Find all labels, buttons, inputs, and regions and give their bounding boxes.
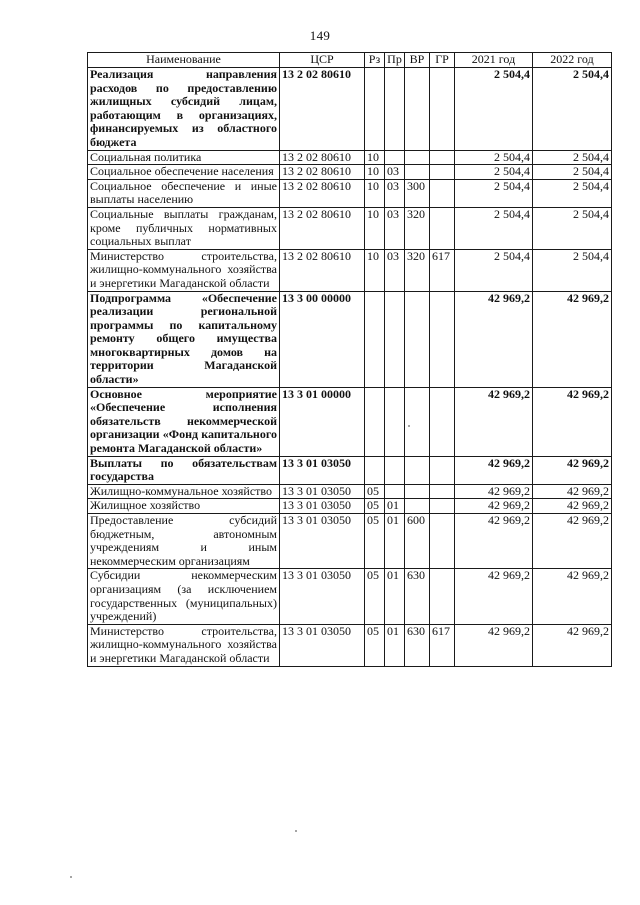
table-row	[88, 68, 612, 151]
cell-gr	[430, 499, 455, 514]
cell-name: Предоставление субсидий бюджетным, автономным учреждениям и иным некоммерческим организациям	[88, 514, 280, 569]
cell-name: Социальное обеспечение населения	[88, 165, 280, 180]
header-name: Наименование	[88, 53, 280, 68]
cell-rz: 10	[365, 179, 385, 207]
cell-y2021: 2 504,4	[455, 68, 533, 151]
cell-rz: 10	[365, 207, 385, 249]
cell-csr: 13 3 01 03050	[280, 624, 365, 666]
cell-csr: 13 2 02 80610	[280, 179, 365, 207]
page-number: 149	[309, 28, 331, 43]
cell-gr	[430, 179, 455, 207]
cell-name: Основное мероприятие «Обеспечение исполнения обязательств некоммерческой организации «Фонд капитального ремонта Магаданской области»	[88, 387, 280, 456]
cell-gr	[430, 150, 455, 165]
cell-vr: 630	[405, 569, 430, 624]
cell-gr	[430, 387, 455, 456]
cell-gr	[430, 68, 455, 151]
cell-pr	[385, 68, 405, 151]
cell-vr	[405, 291, 430, 387]
cell-csr: 13 3 01 03050	[280, 514, 365, 569]
table-row	[88, 499, 612, 514]
cell-y2022: 42 969,2	[533, 499, 612, 514]
cell-vr	[405, 499, 430, 514]
header-vr: ВР	[405, 53, 430, 68]
cell-pr: 01	[385, 569, 405, 624]
cell-rz: 05	[365, 484, 385, 499]
cell-pr: 01	[385, 514, 405, 569]
cell-rz: 05	[365, 499, 385, 514]
cell-y2022: 42 969,2	[533, 291, 612, 387]
cell-vr: 320	[405, 207, 430, 249]
cell-csr: 13 3 01 00000	[280, 387, 365, 456]
table-body	[88, 68, 612, 667]
cell-y2021: 42 969,2	[455, 484, 533, 499]
cell-rz	[365, 68, 385, 151]
table-row	[88, 291, 612, 387]
cell-rz: 05	[365, 624, 385, 666]
cell-gr	[430, 569, 455, 624]
cell-y2021: 42 969,2	[455, 456, 533, 484]
cell-y2022: 42 969,2	[533, 484, 612, 499]
cell-y2022: 42 969,2	[533, 387, 612, 456]
cell-vr	[405, 150, 430, 165]
cell-gr: 617	[430, 624, 455, 666]
cell-pr: 01	[385, 624, 405, 666]
scan-speck	[408, 425, 410, 427]
cell-rz: 10	[365, 249, 385, 291]
cell-csr: 13 3 01 03050	[280, 456, 365, 484]
cell-name: Выплаты по обязательствам государства	[88, 456, 280, 484]
header-year-2021: 2021 год	[455, 53, 533, 68]
cell-y2022: 42 969,2	[533, 514, 612, 569]
cell-name: Социальная политика	[88, 150, 280, 165]
cell-csr: 13 3 01 03050	[280, 484, 365, 499]
cell-y2022: 2 504,4	[533, 150, 612, 165]
cell-pr: 01	[385, 499, 405, 514]
cell-pr	[385, 150, 405, 165]
cell-pr: 03	[385, 207, 405, 249]
cell-y2021: 2 504,4	[455, 165, 533, 180]
header-row	[88, 53, 612, 68]
cell-gr	[430, 291, 455, 387]
cell-vr: 320	[405, 249, 430, 291]
cell-rz: 10	[365, 150, 385, 165]
table-row	[88, 456, 612, 484]
cell-vr	[405, 456, 430, 484]
cell-pr: 03	[385, 165, 405, 180]
budget-table	[87, 52, 612, 667]
table-row	[88, 165, 612, 180]
cell-rz: 05	[365, 514, 385, 569]
cell-csr: 13 3 00 00000	[280, 291, 365, 387]
cell-csr: 13 3 01 03050	[280, 499, 365, 514]
cell-name: Реализация направления расходов по предоставлению жилищных субсидий лицам, работающим в организациях, финансируемых из областного бюджета	[88, 68, 280, 151]
cell-gr: 617	[430, 249, 455, 291]
cell-y2022: 2 504,4	[533, 249, 612, 291]
cell-name: Социальное обеспечение и иные выплаты населению	[88, 179, 280, 207]
cell-csr: 13 2 02 80610	[280, 207, 365, 249]
cell-name: Жилищно-коммунальное хозяйство	[88, 484, 280, 499]
scan-speck	[295, 830, 297, 832]
cell-vr: 300	[405, 179, 430, 207]
cell-pr: 03	[385, 249, 405, 291]
cell-csr: 13 2 02 80610	[280, 249, 365, 291]
header-year-2022: 2022 год	[533, 53, 612, 68]
cell-name: Министерство строительства, жилищно-коммунального хозяйства и энергетики Магаданской области	[88, 624, 280, 666]
cell-gr	[430, 165, 455, 180]
cell-vr: 630	[405, 624, 430, 666]
cell-y2022: 42 969,2	[533, 569, 612, 624]
cell-vr	[405, 165, 430, 180]
cell-y2021: 42 969,2	[455, 499, 533, 514]
header-pr: Пр	[385, 53, 405, 68]
cell-y2022: 2 504,4	[533, 165, 612, 180]
cell-rz	[365, 456, 385, 484]
table-row	[88, 624, 612, 666]
header-rz: Рз	[365, 53, 385, 68]
cell-pr: 03	[385, 179, 405, 207]
header-csr: ЦСР	[280, 53, 365, 68]
cell-y2021: 42 969,2	[455, 291, 533, 387]
cell-vr	[405, 68, 430, 151]
cell-vr: 600	[405, 514, 430, 569]
cell-pr	[385, 387, 405, 456]
table-row	[88, 150, 612, 165]
cell-gr	[430, 484, 455, 499]
cell-csr: 13 2 02 80610	[280, 68, 365, 151]
table-row	[88, 569, 612, 624]
cell-y2022: 2 504,4	[533, 68, 612, 151]
scan-speck	[70, 876, 72, 878]
cell-y2022: 2 504,4	[533, 179, 612, 207]
cell-csr: 13 3 01 03050	[280, 569, 365, 624]
cell-y2021: 42 969,2	[455, 624, 533, 666]
cell-name: Министерство строительства, жилищно-коммунального хозяйства и энергетики Магаданской области	[88, 249, 280, 291]
table-row	[88, 207, 612, 249]
cell-name: Подпрограмма «Обеспечение реализации региональной программы по капитальному ремонту общего имущества многоквартирных домов на территории Магаданской области»	[88, 291, 280, 387]
cell-gr	[430, 514, 455, 569]
table-row	[88, 387, 612, 456]
cell-pr	[385, 291, 405, 387]
cell-y2022: 2 504,4	[533, 207, 612, 249]
table-row	[88, 249, 612, 291]
cell-csr: 13 2 02 80610	[280, 165, 365, 180]
table-row	[88, 514, 612, 569]
cell-rz: 10	[365, 165, 385, 180]
cell-vr	[405, 387, 430, 456]
cell-name: Жилищное хозяйство	[88, 499, 280, 514]
cell-rz: 05	[365, 569, 385, 624]
cell-y2021: 2 504,4	[455, 179, 533, 207]
table-row	[88, 179, 612, 207]
cell-y2022: 42 969,2	[533, 624, 612, 666]
table-row	[88, 484, 612, 499]
cell-pr	[385, 456, 405, 484]
cell-y2021: 42 969,2	[455, 569, 533, 624]
cell-pr	[385, 484, 405, 499]
cell-y2021: 2 504,4	[455, 207, 533, 249]
cell-name: Социальные выплаты гражданам, кроме публичных нормативных социальных выплат	[88, 207, 280, 249]
cell-y2021: 42 969,2	[455, 514, 533, 569]
cell-rz	[365, 387, 385, 456]
cell-y2021: 2 504,4	[455, 249, 533, 291]
cell-vr	[405, 484, 430, 499]
cell-y2021: 2 504,4	[455, 150, 533, 165]
cell-rz	[365, 291, 385, 387]
cell-name: Субсидии некоммерческим организациям (за исключением государственных (муниципальных) учреждений)	[88, 569, 280, 624]
cell-y2022: 42 969,2	[533, 456, 612, 484]
cell-gr	[430, 456, 455, 484]
cell-y2021: 42 969,2	[455, 387, 533, 456]
cell-gr	[430, 207, 455, 249]
cell-csr: 13 2 02 80610	[280, 150, 365, 165]
header-gr: ГР	[430, 53, 455, 68]
